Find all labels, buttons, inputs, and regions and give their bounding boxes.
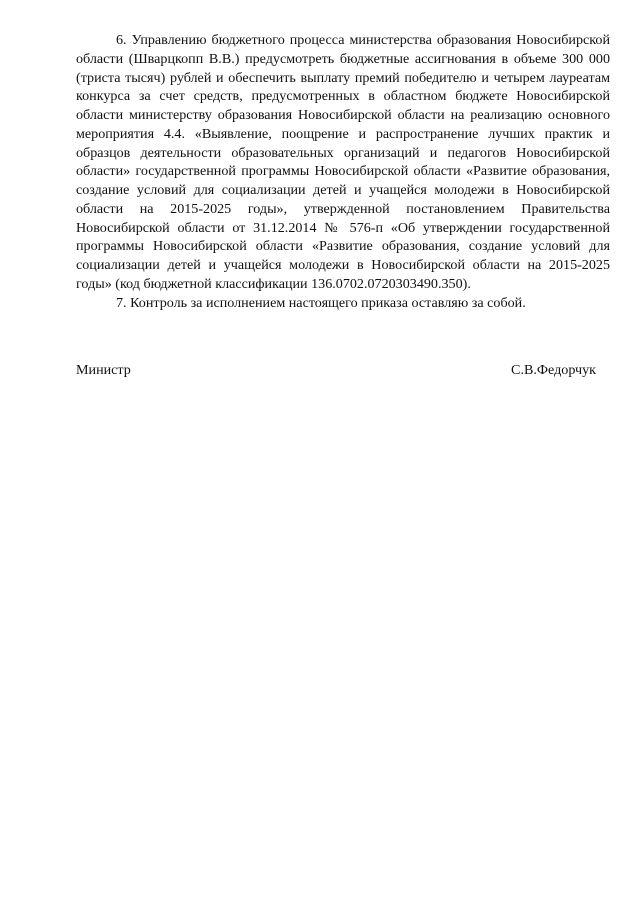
paragraph-6: 6. Управлению бюджетного процесса министерства образования Новосибирской области (Шварцкопп В.В.) предусмотреть бюджетные ассигнования в объеме 300 000 (триста тысяч) рублей и обеспечить выплату премий победителю и четырем лауреатам конкурса за счет средств, предусмотренных в областном бюджете Новосибирской области министерству образования Новосибирской области на реализацию основного мероприятия 4.4. «Выявление, поощрение и распространение лучших практик и образцов деятельности образовательных организаций и педагогов Новосибирской области» государственной программы Новосибирской области «Развитие образования, создание условий для социализации детей и учащейся молодежи в Новосибирской области на 2015-2025 годы», утвержденной постановлением Правительства Новосибирской области от 31.12.2014 № 576-п «Об утверждении государственной программы Новосибирской области «Развитие образования, создание условий для социализации детей и учащейся молодежи в Новосибирской области на 2015-2025 годы» (код бюджетной классификации 136.0702.0720303490.350).: [76, 32, 610, 292]
signatory-position: Министр: [76, 362, 131, 378]
signature-block: [76, 361, 596, 379]
signatory-name: С.В.Федорчук: [511, 362, 596, 378]
order-body: [76, 31, 610, 312]
paragraph-7: 7. Контроль за исполнением настоящего приказа оставляю за собой.: [116, 294, 526, 311]
